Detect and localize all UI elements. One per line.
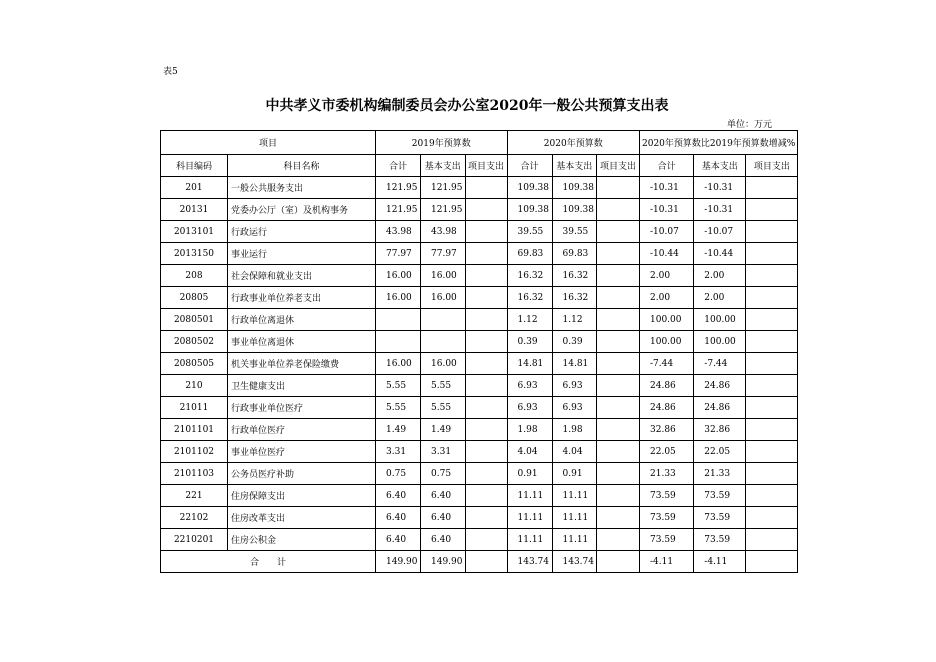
amount-cell bbox=[465, 419, 507, 441]
amount-cell: 4.04 bbox=[552, 441, 597, 463]
amount-cell: 22.05 bbox=[640, 441, 694, 463]
table-body bbox=[161, 177, 798, 551]
subject-code-cell: 2013101 bbox=[161, 221, 228, 243]
subject-name-cell: 社会保障和就业支出 bbox=[228, 265, 376, 287]
amount-cell: 2.00 bbox=[694, 287, 746, 309]
amount-cell bbox=[465, 463, 507, 485]
subject-code-cell: 2101102 bbox=[161, 441, 228, 463]
subject-code-cell: 22102 bbox=[161, 507, 228, 529]
amount-cell bbox=[465, 287, 507, 309]
amount-cell: 73.59 bbox=[640, 507, 694, 529]
amount-cell: 6.40 bbox=[376, 529, 421, 551]
amount-cell: 2.00 bbox=[640, 287, 694, 309]
amount-cell bbox=[746, 485, 798, 507]
amount-cell bbox=[597, 309, 640, 331]
header-row-1 bbox=[161, 131, 798, 155]
table-row bbox=[161, 177, 798, 199]
subject-name-cell: 事业单位离退休 bbox=[228, 331, 376, 353]
amount-cell bbox=[597, 375, 640, 397]
amount-cell: 24.86 bbox=[694, 397, 746, 419]
amount-cell: 2.00 bbox=[640, 265, 694, 287]
amount-cell: 6.93 bbox=[552, 397, 597, 419]
total-row bbox=[161, 551, 798, 573]
subject-code-cell: 2080505 bbox=[161, 353, 228, 375]
total-cell: 149.90 bbox=[421, 551, 466, 573]
subject-name-cell: 住房保障支出 bbox=[228, 485, 376, 507]
amount-cell bbox=[465, 265, 507, 287]
amount-cell: 16.00 bbox=[421, 265, 466, 287]
subject-code-cell: 20131 bbox=[161, 199, 228, 221]
table-row bbox=[161, 463, 798, 485]
amount-cell: 11.11 bbox=[507, 529, 552, 551]
amount-cell bbox=[465, 309, 507, 331]
amount-cell bbox=[746, 221, 798, 243]
amount-cell bbox=[746, 529, 798, 551]
amount-cell bbox=[421, 331, 466, 353]
page-title: 中共孝义市委机构编制委员会办公室2020年一般公共预算支出表 bbox=[265, 98, 669, 114]
amount-cell: -10.31 bbox=[640, 177, 694, 199]
amount-cell bbox=[465, 243, 507, 265]
amount-cell bbox=[746, 397, 798, 419]
amount-cell: 100.00 bbox=[694, 331, 746, 353]
amount-cell: 1.98 bbox=[507, 419, 552, 441]
amount-cell: 3.31 bbox=[376, 441, 421, 463]
amount-cell: 16.32 bbox=[507, 287, 552, 309]
amount-cell: -10.31 bbox=[694, 199, 746, 221]
amount-cell: 121.95 bbox=[376, 199, 421, 221]
amount-cell: 11.11 bbox=[552, 485, 597, 507]
total-label: 合 计 bbox=[161, 551, 376, 573]
amount-cell: 0.75 bbox=[376, 463, 421, 485]
table-row bbox=[161, 243, 798, 265]
amount-cell bbox=[597, 287, 640, 309]
amount-cell bbox=[465, 529, 507, 551]
subject-code-cell: 21011 bbox=[161, 397, 228, 419]
amount-cell: 16.32 bbox=[552, 265, 597, 287]
amount-cell bbox=[746, 375, 798, 397]
amount-cell bbox=[465, 221, 507, 243]
amount-cell: 24.86 bbox=[694, 375, 746, 397]
amount-cell: 121.95 bbox=[421, 199, 466, 221]
header-change-total: 合计 bbox=[640, 155, 694, 177]
amount-cell bbox=[465, 331, 507, 353]
table-row bbox=[161, 199, 798, 221]
table-number: 表5 bbox=[163, 67, 178, 77]
amount-cell bbox=[746, 507, 798, 529]
subject-name-cell: 事业单位医疗 bbox=[228, 441, 376, 463]
amount-cell bbox=[597, 529, 640, 551]
amount-cell bbox=[465, 353, 507, 375]
amount-cell: -10.07 bbox=[640, 221, 694, 243]
total-cell bbox=[746, 551, 798, 573]
amount-cell: 0.91 bbox=[507, 463, 552, 485]
amount-cell bbox=[465, 375, 507, 397]
subject-code-cell: 2101101 bbox=[161, 419, 228, 441]
subject-name-cell: 机关事业单位养老保险缴费 bbox=[228, 353, 376, 375]
subject-name-cell: 公务员医疗补助 bbox=[228, 463, 376, 485]
table-row bbox=[161, 287, 798, 309]
amount-cell bbox=[421, 309, 466, 331]
amount-cell: 16.00 bbox=[376, 353, 421, 375]
amount-cell: 6.40 bbox=[421, 485, 466, 507]
header-2020-basic: 基本支出 bbox=[552, 155, 597, 177]
amount-cell: 43.98 bbox=[421, 221, 466, 243]
amount-cell: 11.11 bbox=[507, 485, 552, 507]
table-row bbox=[161, 507, 798, 529]
subject-name-cell: 住房公积金 bbox=[228, 529, 376, 551]
subject-name-cell: 事业运行 bbox=[228, 243, 376, 265]
amount-cell: 11.11 bbox=[552, 507, 597, 529]
header-2019-basic: 基本支出 bbox=[421, 155, 466, 177]
amount-cell: 6.40 bbox=[376, 485, 421, 507]
amount-cell bbox=[597, 397, 640, 419]
amount-cell bbox=[746, 287, 798, 309]
amount-cell: 6.93 bbox=[552, 375, 597, 397]
amount-cell: 5.55 bbox=[421, 397, 466, 419]
amount-cell: 100.00 bbox=[694, 309, 746, 331]
total-cell bbox=[465, 551, 507, 573]
amount-cell: -10.31 bbox=[694, 177, 746, 199]
amount-cell: -10.44 bbox=[694, 243, 746, 265]
amount-cell: 32.86 bbox=[694, 419, 746, 441]
amount-cell bbox=[746, 419, 798, 441]
amount-cell: 16.32 bbox=[507, 265, 552, 287]
amount-cell bbox=[465, 199, 507, 221]
amount-cell: 73.59 bbox=[694, 507, 746, 529]
amount-cell: 16.00 bbox=[376, 287, 421, 309]
table-row bbox=[161, 221, 798, 243]
total-cell bbox=[597, 551, 640, 573]
subject-code-cell: 2101103 bbox=[161, 463, 228, 485]
amount-cell bbox=[746, 463, 798, 485]
subject-code-cell: 2013150 bbox=[161, 243, 228, 265]
amount-cell bbox=[597, 265, 640, 287]
header-name: 科目名称 bbox=[228, 155, 376, 177]
table-row bbox=[161, 375, 798, 397]
amount-cell bbox=[376, 331, 421, 353]
amount-cell: 73.59 bbox=[640, 529, 694, 551]
amount-cell bbox=[465, 397, 507, 419]
amount-cell: -7.44 bbox=[694, 353, 746, 375]
amount-cell: 0.91 bbox=[552, 463, 597, 485]
header-code: 科目编码 bbox=[161, 155, 228, 177]
amount-cell bbox=[746, 309, 798, 331]
amount-cell: 39.55 bbox=[507, 221, 552, 243]
amount-cell bbox=[465, 441, 507, 463]
subject-code-cell: 2080501 bbox=[161, 309, 228, 331]
amount-cell: 22.05 bbox=[694, 441, 746, 463]
amount-cell: 69.83 bbox=[507, 243, 552, 265]
amount-cell: 1.49 bbox=[376, 419, 421, 441]
table-row bbox=[161, 265, 798, 287]
amount-cell: 21.33 bbox=[640, 463, 694, 485]
amount-cell: 109.38 bbox=[552, 199, 597, 221]
unit-label: 单位：万元 bbox=[726, 120, 772, 130]
amount-cell bbox=[597, 221, 640, 243]
header-2019-project: 项目支出 bbox=[465, 155, 507, 177]
amount-cell: 77.97 bbox=[421, 243, 466, 265]
amount-cell: 5.55 bbox=[376, 375, 421, 397]
table-row bbox=[161, 529, 798, 551]
amount-cell bbox=[597, 177, 640, 199]
amount-cell: 11.11 bbox=[507, 507, 552, 529]
subject-name-cell: 住房改革支出 bbox=[228, 507, 376, 529]
amount-cell: 0.39 bbox=[552, 331, 597, 353]
amount-cell: 121.95 bbox=[376, 177, 421, 199]
amount-cell bbox=[597, 463, 640, 485]
amount-cell: 1.12 bbox=[507, 309, 552, 331]
amount-cell bbox=[597, 353, 640, 375]
amount-cell: 73.59 bbox=[694, 485, 746, 507]
amount-cell: -10.07 bbox=[694, 221, 746, 243]
amount-cell: 73.59 bbox=[694, 529, 746, 551]
subject-name-cell: 行政运行 bbox=[228, 221, 376, 243]
amount-cell: 69.83 bbox=[552, 243, 597, 265]
amount-cell bbox=[597, 485, 640, 507]
total-cell: -4.11 bbox=[694, 551, 746, 573]
total-cell: -4.11 bbox=[640, 551, 694, 573]
subject-name-cell: 卫生健康支出 bbox=[228, 375, 376, 397]
table-row bbox=[161, 353, 798, 375]
amount-cell: 2.00 bbox=[694, 265, 746, 287]
amount-cell: 73.59 bbox=[640, 485, 694, 507]
amount-cell: 100.00 bbox=[640, 331, 694, 353]
table-row bbox=[161, 441, 798, 463]
amount-cell: 6.40 bbox=[421, 529, 466, 551]
amount-cell: 6.93 bbox=[507, 375, 552, 397]
amount-cell: 6.40 bbox=[421, 507, 466, 529]
amount-cell: 1.12 bbox=[552, 309, 597, 331]
amount-cell bbox=[746, 199, 798, 221]
amount-cell: 109.38 bbox=[552, 177, 597, 199]
amount-cell: 0.39 bbox=[507, 331, 552, 353]
amount-cell: 39.55 bbox=[552, 221, 597, 243]
total-cell: 143.74 bbox=[552, 551, 597, 573]
amount-cell: 14.81 bbox=[552, 353, 597, 375]
amount-cell bbox=[746, 177, 798, 199]
amount-cell: 11.11 bbox=[552, 529, 597, 551]
amount-cell: 16.00 bbox=[421, 287, 466, 309]
subject-code-cell: 201 bbox=[161, 177, 228, 199]
amount-cell bbox=[746, 243, 798, 265]
subject-name-cell: 行政单位离退休 bbox=[228, 309, 376, 331]
amount-cell bbox=[746, 441, 798, 463]
subject-code-cell: 210 bbox=[161, 375, 228, 397]
amount-cell bbox=[597, 199, 640, 221]
table-row bbox=[161, 419, 798, 441]
amount-cell bbox=[597, 507, 640, 529]
amount-cell: 24.86 bbox=[640, 375, 694, 397]
table-row bbox=[161, 485, 798, 507]
amount-cell: -10.44 bbox=[640, 243, 694, 265]
header-2020: 2020年预算数 bbox=[507, 131, 640, 155]
subject-name-cell: 行政单位医疗 bbox=[228, 419, 376, 441]
amount-cell: 109.38 bbox=[507, 177, 552, 199]
amount-cell: 1.49 bbox=[421, 419, 466, 441]
amount-cell bbox=[746, 353, 798, 375]
amount-cell bbox=[597, 441, 640, 463]
amount-cell: 16.00 bbox=[421, 353, 466, 375]
amount-cell bbox=[597, 419, 640, 441]
header-2019: 2019年预算数 bbox=[376, 131, 508, 155]
header-change: 2020年预算数比2019年预算数增减% bbox=[640, 131, 798, 155]
amount-cell: 3.31 bbox=[421, 441, 466, 463]
subject-name-cell: 行政事业单位养老支出 bbox=[228, 287, 376, 309]
budget-table bbox=[160, 130, 798, 573]
table-row bbox=[161, 309, 798, 331]
header-2020-total: 合计 bbox=[507, 155, 552, 177]
subject-code-cell: 221 bbox=[161, 485, 228, 507]
amount-cell: 100.00 bbox=[640, 309, 694, 331]
amount-cell bbox=[746, 265, 798, 287]
total-cell: 149.90 bbox=[376, 551, 421, 573]
subject-code-cell: 2210201 bbox=[161, 529, 228, 551]
subject-code-cell: 208 bbox=[161, 265, 228, 287]
amount-cell bbox=[597, 243, 640, 265]
subject-name-cell: 行政事业单位医疗 bbox=[228, 397, 376, 419]
header-row-2 bbox=[161, 155, 798, 177]
amount-cell: 6.93 bbox=[507, 397, 552, 419]
amount-cell: 0.75 bbox=[421, 463, 466, 485]
amount-cell: 121.95 bbox=[421, 177, 466, 199]
amount-cell: 4.04 bbox=[507, 441, 552, 463]
amount-cell: 6.40 bbox=[376, 507, 421, 529]
header-change-basic: 基本支出 bbox=[694, 155, 746, 177]
amount-cell: -10.31 bbox=[640, 199, 694, 221]
subject-code-cell: 2080502 bbox=[161, 331, 228, 353]
amount-cell bbox=[465, 507, 507, 529]
total-cell: 143.74 bbox=[507, 551, 552, 573]
amount-cell: 14.81 bbox=[507, 353, 552, 375]
amount-cell bbox=[746, 331, 798, 353]
table-row bbox=[161, 397, 798, 419]
amount-cell: 32.86 bbox=[640, 419, 694, 441]
amount-cell bbox=[376, 309, 421, 331]
subject-name-cell: 党委办公厅（室）及机构事务 bbox=[228, 199, 376, 221]
header-2019-total: 合计 bbox=[376, 155, 421, 177]
amount-cell bbox=[465, 485, 507, 507]
table-row bbox=[161, 331, 798, 353]
subject-code-cell: 20805 bbox=[161, 287, 228, 309]
header-2020-project: 项目支出 bbox=[597, 155, 640, 177]
amount-cell: 5.55 bbox=[421, 375, 466, 397]
amount-cell: 5.55 bbox=[376, 397, 421, 419]
amount-cell bbox=[465, 177, 507, 199]
amount-cell: 43.98 bbox=[376, 221, 421, 243]
amount-cell: 24.86 bbox=[640, 397, 694, 419]
header-change-project: 项目支出 bbox=[746, 155, 798, 177]
subject-name-cell: 一般公共服务支出 bbox=[228, 177, 376, 199]
amount-cell: 16.32 bbox=[552, 287, 597, 309]
amount-cell: 109.38 bbox=[507, 199, 552, 221]
amount-cell: 77.97 bbox=[376, 243, 421, 265]
amount-cell: 16.00 bbox=[376, 265, 421, 287]
amount-cell: -7.44 bbox=[640, 353, 694, 375]
header-item: 项目 bbox=[161, 131, 376, 155]
amount-cell: 21.33 bbox=[694, 463, 746, 485]
amount-cell: 1.98 bbox=[552, 419, 597, 441]
amount-cell bbox=[597, 331, 640, 353]
